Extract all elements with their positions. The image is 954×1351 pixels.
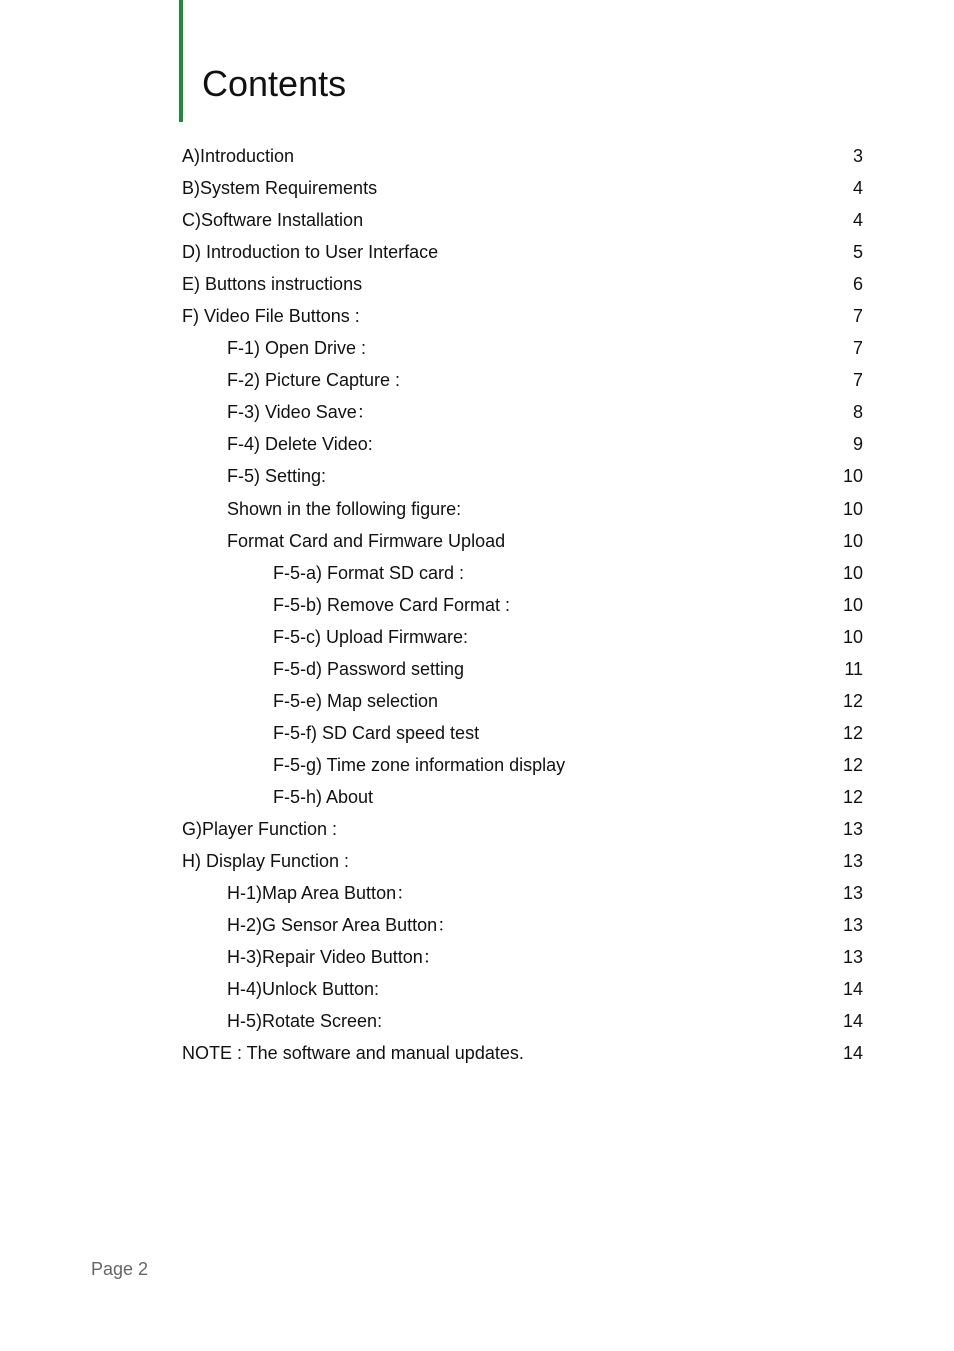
toc-entry-label: H-2)G Sensor Area Button： — [227, 915, 456, 936]
toc-entry-page-number: 3 — [852, 146, 863, 166]
toc-entry[interactable] — [182, 877, 863, 909]
toc-entry-page-number: 10 — [842, 466, 863, 487]
toc-entry-label: F-3) Video Save： — [227, 402, 375, 423]
toc-entry-page-number: 13 — [842, 915, 863, 936]
toc-entry-page-number: 11 — [844, 658, 863, 679]
toc-entry[interactable] — [182, 717, 863, 749]
toc-entry-label: H-5)Rotate Screen: — [227, 1011, 383, 1032]
toc-entry-page-number: 10 — [842, 530, 863, 551]
toc-entry-page-number: 14 — [842, 1043, 863, 1064]
toc-entry-label: F-2) Picture Capture : — [227, 370, 401, 391]
toc-entry-page-number: 12 — [842, 690, 863, 711]
toc-entry-label: B)System Requirements — [182, 178, 378, 199]
toc-entry-label: F-5-d) Password setting — [273, 658, 465, 679]
toc-entry-label: F-5-c) Upload Firmware: — [273, 626, 469, 647]
toc-entry[interactable] — [182, 204, 863, 236]
toc-entry-page-number: 14 — [842, 1011, 863, 1032]
page-number-footer: Page 2 — [91, 1259, 149, 1279]
toc-entry[interactable] — [182, 653, 863, 685]
toc-entry-page-number: 4 — [852, 178, 863, 199]
toc-entry-label: H-1)Map Area Button： — [227, 883, 415, 904]
toc-entry-label: F-5-e) Map selection — [273, 690, 439, 711]
toc-entry-label: F-1) Open Drive : — [227, 338, 367, 359]
toc-entry-label: D) Introduction to User Interface — [182, 242, 439, 263]
toc-entry[interactable] — [182, 236, 863, 268]
toc-entry-page-number: 10 — [842, 562, 863, 583]
toc-entry[interactable] — [182, 813, 863, 845]
toc-entry[interactable] — [182, 749, 863, 781]
toc-entry-page-number: 13 — [842, 851, 863, 872]
toc-entry-page-number: 13 — [842, 883, 863, 904]
toc-entry[interactable] — [182, 140, 863, 172]
toc-entry-label: Shown in the following figure: — [227, 498, 462, 519]
toc-entry-label: F-4) Delete Video: — [227, 434, 373, 455]
toc-entry-page-number: 5 — [852, 242, 863, 263]
toc-entry[interactable] — [182, 941, 863, 973]
toc-entry-page-number: 13 — [842, 947, 863, 968]
toc-entry-label: H-4)Unlock Button: — [227, 979, 380, 1000]
toc-entry-label: F-5-a) Format SD card : — [273, 562, 465, 583]
toc-entry-label: NOTE : The software and manual updates. — [182, 1043, 524, 1064]
toc-entry[interactable] — [182, 973, 863, 1005]
toc-entry[interactable] — [182, 781, 863, 813]
toc-entry-label: F-5) Setting: — [227, 466, 327, 487]
toc-entry[interactable] — [182, 621, 863, 653]
toc-entry-page-number: 12 — [842, 722, 863, 743]
toc-entry[interactable] — [182, 332, 863, 364]
toc-entry-page-number: 12 — [842, 754, 863, 775]
toc-entry[interactable] — [182, 460, 863, 492]
toc-entry-label: F-5-b) Remove Card Format : — [273, 594, 511, 615]
heading-accent-bar — [179, 0, 183, 122]
toc-entry-page-number: 9 — [852, 434, 863, 455]
toc-entry-page-number: 6 — [852, 274, 863, 295]
toc-entry[interactable] — [182, 268, 863, 300]
toc-entry-page-number: 10 — [842, 626, 863, 647]
toc-entry[interactable] — [182, 557, 863, 589]
toc-entry[interactable] — [182, 428, 863, 460]
page-title: Contents — [202, 63, 347, 104]
toc-entry-label: G)Player Function : — [182, 818, 338, 839]
toc-entry[interactable] — [182, 1005, 863, 1037]
toc-entry[interactable] — [182, 172, 863, 204]
toc-entry-label: A)Introduction — [182, 146, 295, 166]
toc-entry-label: H-3)Repair Video Button： — [227, 947, 441, 968]
toc-entry-label: F-5-f) SD Card speed test — [273, 722, 480, 743]
toc-entry-page-number: 7 — [852, 306, 863, 327]
toc-entry[interactable] — [182, 909, 863, 941]
toc-entry-page-number: 4 — [852, 210, 863, 231]
toc-entry-page-number: 13 — [842, 818, 863, 839]
toc-entry[interactable] — [182, 1037, 863, 1069]
toc-entry-label: F) Video File Buttons : — [182, 306, 360, 327]
toc-entry[interactable] — [182, 685, 863, 717]
toc-entry-label: F-5-h) About — [273, 786, 374, 807]
toc-entry[interactable] — [182, 396, 863, 428]
toc-entry-label: F-5-g) Time zone information display — [273, 754, 566, 775]
toc-entry-page-number: 8 — [852, 402, 863, 423]
toc-entry-page-number: 12 — [842, 786, 863, 807]
toc-entry-page-number: 10 — [842, 498, 863, 519]
toc-entry-label: H) Display Function : — [182, 851, 350, 872]
table-of-contents — [182, 140, 863, 1069]
toc-entry-label: Format Card and Firmware Upload — [227, 530, 506, 551]
toc-entry-page-number: 10 — [842, 594, 863, 615]
toc-entry-label: C)Software Installation — [182, 210, 364, 231]
toc-entry-label: E) Buttons instructions — [182, 274, 363, 295]
toc-entry-page-number: 7 — [852, 338, 863, 359]
toc-entry[interactable] — [182, 845, 863, 877]
toc-entry[interactable] — [182, 525, 863, 557]
toc-entry[interactable] — [182, 300, 863, 332]
toc-entry[interactable] — [182, 589, 863, 621]
toc-entry[interactable] — [182, 493, 863, 525]
toc-entry-page-number: 7 — [852, 370, 863, 391]
toc-entry[interactable] — [182, 364, 863, 396]
toc-entry-page-number: 14 — [842, 979, 863, 1000]
